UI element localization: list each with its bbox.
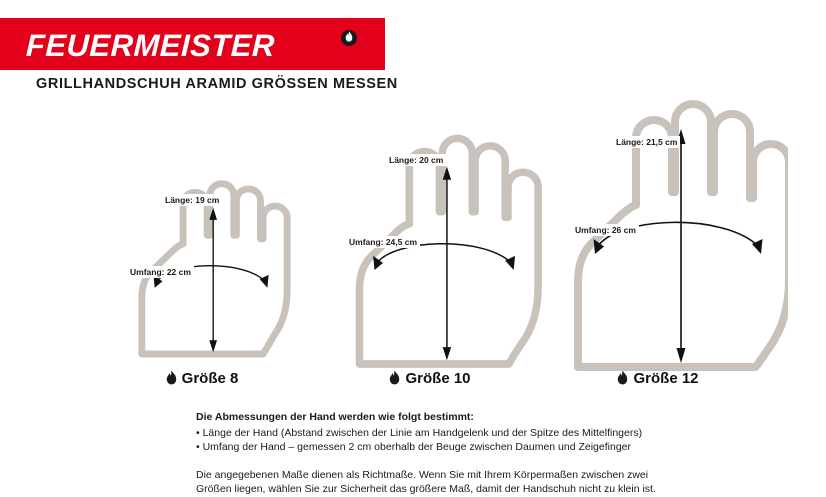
measurement-notes [196,410,816,497]
glove-diagram-size-8 [72,84,332,394]
length-label: Länge: 19 cm [162,194,222,206]
flame-icon [617,370,628,385]
glove-diagram-size-12 [528,84,788,394]
size-label-text: Größe 10 [405,370,471,387]
notes-paragraph-line-2: Größen liegen, wählen Sie zur Sicherheit das größere Maß, damit der Handschuh nicht zu klein ist. [196,483,656,495]
notes-heading: Die Abmessungen der Hand werden wie folgt bestimmt: [196,411,474,423]
notes-paragraph-line-1: Die angegebenen Maße dienen als Richtmaße. Wenn Sie mit Ihrem Körpermaßen zwischen zwei [196,468,649,481]
flame-icon [166,370,177,385]
brand-wordmark: FEUERMEISTER [25,28,276,63]
page-title: GRILLHANDSCHUH ARAMID GRÖSSEN MESSEN [36,76,398,92]
length-label: Länge: 20 cm [386,154,446,166]
glove-diagram-size-10 [300,84,560,394]
size-label-text: Größe 12 [633,370,699,387]
girth-label: Umfang: 22 cm [127,266,194,278]
length-label: Länge: 21,5 cm [613,136,680,148]
size-label-size-12 [528,370,788,387]
flame-icon [341,27,357,49]
size-label-size-10 [300,370,560,387]
notes-bullet-length: • Länge der Hand (Abstand zwischen der Linie am Handgelenk und der Spitze des Mittelfingers) [196,426,643,439]
notes-paragraph [196,468,816,497]
notes-bullet-girth: • Umfang der Hand – gemessen 2 cm oberhalb der Beuge zwischen Daumen und Zeigefinger [196,441,632,453]
girth-label: Umfang: 24,5 cm [346,236,420,248]
girth-label: Umfang: 26 cm [572,224,639,236]
size-label-text: Größe 8 [181,370,239,387]
flame-icon [389,370,400,385]
size-label-size-8 [72,370,332,387]
